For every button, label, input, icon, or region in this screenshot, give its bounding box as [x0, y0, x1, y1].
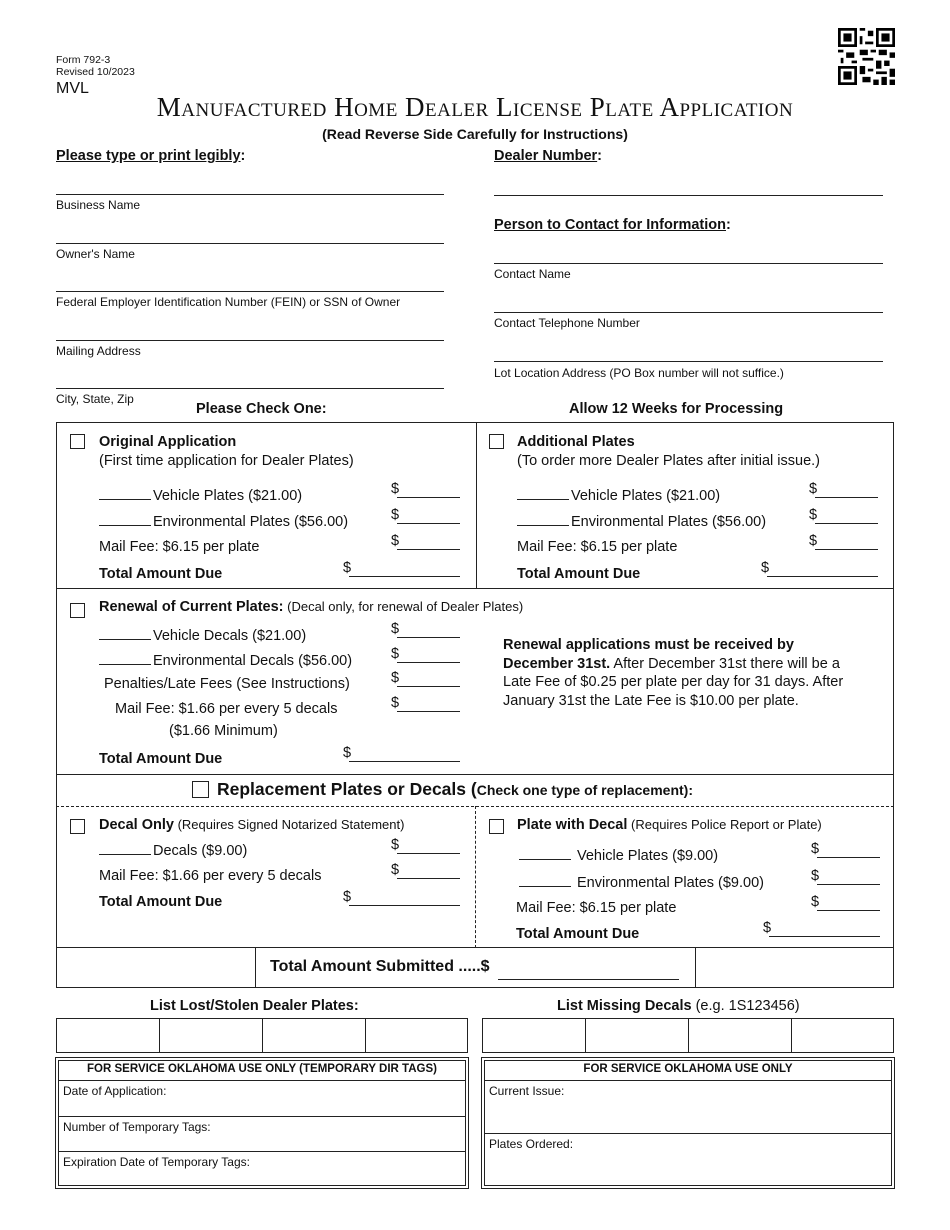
date-of-application-field[interactable]: [59, 1080, 465, 1117]
decal-only-checkbox[interactable]: [70, 819, 85, 834]
service-left-box: [58, 1060, 466, 1186]
business-name-field[interactable]: [56, 194, 444, 195]
missing-decal-cell-1[interactable]: [483, 1019, 584, 1052]
plate-decal-vehicle-qty-input[interactable]: [519, 847, 571, 860]
plates-ordered-field[interactable]: [485, 1133, 891, 1186]
additional-plates-checkbox[interactable]: [489, 434, 504, 449]
lost-plate-cell-2[interactable]: [160, 1019, 261, 1052]
plate-decal-env-row: Environmental Plates ($9.00): [519, 874, 764, 891]
revised-date: Revised 10/2023: [56, 66, 135, 78]
fein-label: Federal Employer Identification Number (FEIN) or SSN of Owner: [56, 295, 401, 309]
expiration-temp-tags-label: Expiration Date of Temporary Tags:: [63, 1155, 250, 1169]
renewal-minimum: ($1.66 Minimum): [169, 723, 278, 739]
original-total-label: Total Amount Due: [99, 566, 223, 582]
renewal-env-qty-input[interactable]: [99, 652, 151, 665]
lost-plate-cell-1[interactable]: [57, 1019, 158, 1052]
decal-only-total-label: Total Amount Due: [99, 894, 223, 910]
renewal-total-label: Total Amount Due: [99, 751, 223, 767]
original-application-checkbox[interactable]: [70, 434, 85, 449]
city-state-zip-label: City, State, Zip: [56, 392, 134, 406]
mailing-address-field[interactable]: [56, 340, 444, 341]
check-one-heading: Please Check One:: [196, 401, 327, 417]
contact-phone-field[interactable]: [494, 312, 883, 313]
replacement-checkbox[interactable]: [192, 781, 209, 798]
date-of-application-label: Date of Application:: [63, 1084, 167, 1098]
divider-dashed-vertical: [475, 806, 476, 948]
divider-horizontal-1: [56, 588, 894, 589]
renewal-vehicle-row: Vehicle Decals ($21.00): [99, 627, 306, 644]
missing-decal-cell-3[interactable]: [689, 1019, 790, 1052]
renewal-env-row: Environmental Decals ($56.00): [99, 652, 352, 669]
plate-decal-env-qty-input[interactable]: [519, 874, 571, 887]
divider-horizontal-2: [56, 774, 894, 775]
expiration-temp-tags-field[interactable]: [59, 1151, 465, 1186]
decal-only-title: Decal Only (Requires Signed Notarized Statement): [99, 817, 405, 833]
form-subtitle: (Read Reverse Side Carefully for Instructions): [322, 126, 628, 142]
service-left-heading: FOR SERVICE OKLAHOMA USE ONLY (TEMPORARY DIR TAGS): [87, 1063, 437, 1075]
owner-name-field[interactable]: [56, 243, 444, 244]
decal-only-mail-fee: Mail Fee: $1.66 per every 5 decals: [99, 868, 322, 884]
original-subtitle: (First time application for Dealer Plates): [99, 453, 354, 469]
plate-decal-title: Plate with Decal (Requires Police Report or Plate): [517, 817, 822, 833]
form-title: Manufactured Home Dealer License Plate Application: [156, 92, 794, 122]
original-mail-fee: Mail Fee: $6.15 per plate: [99, 539, 260, 555]
owner-name-label: Owner's Name: [56, 247, 135, 261]
lot-location-field[interactable]: [494, 361, 883, 362]
additional-env-row: Environmental Plates ($56.00): [517, 513, 766, 530]
fein-field[interactable]: [56, 291, 444, 292]
current-issue-label: Current Issue:: [489, 1084, 565, 1098]
plate-decal-vehicle-row: Vehicle Plates ($9.00): [519, 847, 718, 864]
additional-subtitle: (To order more Dealer Plates after initial issue.): [517, 453, 821, 469]
total-submitted-field[interactable]: [498, 979, 679, 980]
number-temp-tags-field[interactable]: [59, 1116, 465, 1151]
contact-heading: Person to Contact for Information:: [494, 217, 731, 233]
plate-decal-total-label: Total Amount Due: [516, 926, 640, 942]
additional-vehicle-qty-input[interactable]: [517, 487, 569, 500]
missing-decal-cell-2[interactable]: [586, 1019, 687, 1052]
business-name-label: Business Name: [56, 198, 141, 212]
city-state-zip-field[interactable]: [56, 388, 444, 389]
dealer-number-heading: Dealer Number:: [494, 148, 602, 164]
renewal-notice: Renewal applications must be received by December 31st. After December 31st there will be a Late Fee of $0.25 per plate per day for 31 days. After January 31st the Late Fee is $10.00 per plate.: [503, 637, 844, 709]
original-vehicle-qty-input[interactable]: [99, 487, 151, 500]
divider-total-right: [695, 947, 696, 988]
contact-phone-label: Contact Telephone Number: [494, 316, 640, 330]
original-env-row: Environmental Plates ($56.00): [99, 513, 348, 530]
renewal-vehicle-qty-input[interactable]: [99, 627, 151, 640]
additional-title: Additional Plates: [517, 434, 635, 450]
original-title: Original Application: [99, 434, 237, 450]
processing-notice: Allow 12 Weeks for Processing: [569, 401, 784, 417]
current-issue-field[interactable]: [485, 1080, 891, 1133]
divider-total-left: [255, 947, 256, 988]
original-env-qty-input[interactable]: [99, 513, 151, 526]
divider-horizontal-3: [56, 947, 894, 948]
renewal-checkbox[interactable]: [70, 603, 85, 618]
decal-only-qty-input[interactable]: [99, 842, 151, 855]
plate-decal-mail-fee: Mail Fee: $6.15 per plate: [516, 900, 677, 916]
contact-name-label: Contact Name: [494, 267, 571, 281]
left-heading: Please type or print legibly:: [56, 148, 246, 164]
lost-plate-cell-4[interactable]: [366, 1019, 467, 1052]
plates-ordered-label: Plates Ordered:: [489, 1137, 574, 1151]
lost-plate-cell-3[interactable]: [263, 1019, 364, 1052]
missing-decal-cell-4[interactable]: [792, 1019, 893, 1052]
renewal-title: Renewal of Current Plates: (Decal only, for renewal of Dealer Plates): [99, 599, 524, 615]
replacement-title: Replacement Plates or Decals (Check one type of replacement):: [217, 779, 693, 799]
decal-only-decals-row: Decals ($9.00): [99, 842, 247, 859]
renewal-mail-fee: Mail Fee: $1.66 per every 5 decals: [115, 701, 338, 717]
additional-mail-fee: Mail Fee: $6.15 per plate: [517, 539, 678, 555]
number-temp-tags-label: Number of Temporary Tags:: [63, 1120, 211, 1134]
qr-code-icon: [838, 28, 895, 85]
service-right-box: [484, 1060, 892, 1186]
additional-total-label: Total Amount Due: [517, 566, 641, 582]
lost-stolen-heading: List Lost/Stolen Dealer Plates:: [150, 998, 359, 1014]
additional-env-qty-input[interactable]: [517, 513, 569, 526]
dealer-number-field[interactable]: [494, 195, 883, 196]
form-number: Form 792-3: [56, 54, 111, 66]
agency-code: MVL: [56, 80, 89, 97]
mailing-address-label: Mailing Address: [56, 344, 141, 358]
plate-with-decal-checkbox[interactable]: [489, 819, 504, 834]
service-right-heading: FOR SERVICE OKLAHOMA USE ONLY: [583, 1063, 793, 1075]
total-submitted-label: Total Amount Submitted .....$: [270, 958, 490, 975]
divider-vertical-top: [476, 422, 477, 589]
contact-name-field[interactable]: [494, 263, 883, 264]
lot-location-label: Lot Location Address (PO Box number will not suffice.): [494, 366, 784, 380]
renewal-penalties: Penalties/Late Fees (See Instructions): [104, 676, 350, 692]
original-vehicle-row: Vehicle Plates ($21.00): [99, 487, 302, 504]
additional-vehicle-row: Vehicle Plates ($21.00): [517, 487, 720, 504]
missing-decals-heading: List Missing Decals (e.g. 1S123456): [557, 998, 800, 1014]
